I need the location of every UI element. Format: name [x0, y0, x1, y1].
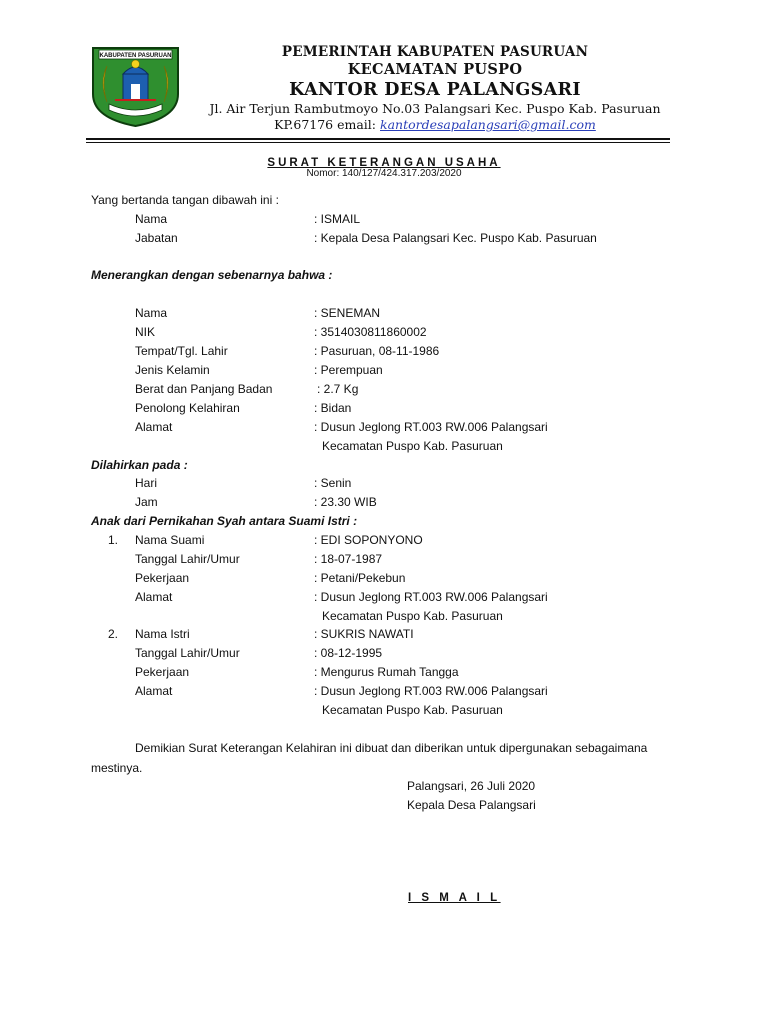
email-link[interactable]: kantordesapalangsari@gmail.com [380, 117, 596, 132]
postal-code: KP.67176 email: [274, 117, 377, 132]
husband-number: 1. [108, 533, 119, 547]
husband-address-value-1: : Dusun Jeglong RT.003 RW.006 Palangsari [314, 590, 548, 604]
subject-name-value: : SENEMAN [314, 306, 381, 320]
wife-name-value: : SUKRIS NAWATI [314, 627, 414, 641]
birth-day-value: : Senin [314, 476, 352, 490]
signatory-intro: Yang bertanda tangan dibawah ini : [91, 193, 279, 207]
subject-gender-value: : Perempuan [314, 363, 383, 377]
subject-nik-value: : 3514030811860002 [314, 325, 427, 339]
statement-heading: Menerangkan dengan sebenarnya bahwa : [91, 268, 333, 282]
birth-day-label: Hari [135, 476, 158, 490]
subject-helper-value: : Bidan [314, 401, 352, 415]
subject-address-label: Alamat [135, 420, 173, 434]
wife-name-label: Nama Istri [135, 627, 190, 641]
logo-banner-text: KABUPATEN PASURUAN [99, 53, 172, 59]
signature-title: Kepala Desa Palangsari [407, 798, 536, 812]
signatory-position-label: Jabatan [135, 231, 178, 245]
birth-time-label: Jam [135, 495, 158, 509]
document-number: Nomor: 140/127/424.317.203/2020 [306, 168, 462, 179]
husband-job-label: Pekerjaan [135, 571, 190, 585]
wife-address-label: Alamat [135, 684, 173, 698]
letterhead-divider-thick [86, 138, 670, 140]
signatory-name-label: Nama [135, 212, 168, 226]
subject-weight-label: Berat dan Panjang Badan [135, 382, 273, 396]
postal-email-line [200, 117, 670, 132]
husband-birth-label: Tanggal Lahir/Umur [135, 552, 240, 566]
husband-name-label: Nama Suami [135, 533, 205, 547]
letterhead [200, 44, 670, 132]
regency-emblem-logo [89, 42, 182, 128]
subject-birth-label: Tempat/Tgl. Lahir [135, 344, 228, 358]
parents-heading: Anak dari Pernikahan Syah antara Suami Istri : [91, 514, 358, 528]
subject-gender-label: Jenis Kelamin [135, 363, 210, 377]
husband-address-value-2: Kecamatan Puspo Kab. Pasuruan [322, 609, 503, 623]
wife-birth-label: Tanggal Lahir/Umur [135, 646, 240, 660]
husband-name-value: : EDI SOPONYONO [314, 533, 423, 547]
signatory-position-value: : Kepala Desa Palangsari Kec. Puspo Kab. Pasuruan [314, 231, 597, 245]
wife-birth-value: : 08-12-1995 [314, 646, 383, 660]
signature-name: I S M A I L [408, 892, 501, 904]
wife-job-label: Pekerjaan [135, 665, 190, 679]
subject-nik-label: NIK [135, 325, 156, 339]
signature-place-date: Palangsari, 26 Juli 2020 [407, 779, 536, 793]
subject-address-value-1: : Dusun Jeglong RT.003 RW.006 Palangsari [314, 420, 548, 434]
office-name: KANTOR DESA PALANGSARI [289, 80, 581, 100]
subject-address-value-2: Kecamatan Puspo Kab. Pasuruan [322, 439, 503, 453]
birth-time-value: : 23.30 WIB [314, 495, 377, 509]
government-name: PEMERINTAH KABUPATEN PASURUAN [281, 44, 589, 60]
subject-birth-value: : Pasuruan, 08-11-1986 [314, 344, 440, 358]
husband-job-value: : Petani/Pekebun [314, 571, 406, 585]
district-name: KECAMATAN PUSPO [347, 61, 523, 78]
office-address: Jl. Air Terjun Rambutmoyo No.03 Palangsari Kec. Puspo Kab. Pasuruan [209, 101, 661, 116]
closing-line-2: mestinya. [91, 761, 143, 775]
wife-number: 2. [108, 627, 119, 641]
husband-birth-value: : 18-07-1987 [314, 552, 383, 566]
subject-name-label: Nama [135, 306, 168, 320]
wife-address-value-2: Kecamatan Puspo Kab. Pasuruan [322, 703, 503, 717]
document-title: SURAT KETERANGAN USAHA [267, 157, 501, 169]
wife-job-value: : Mengurus Rumah Tangga [314, 665, 459, 679]
wife-address-value-1: : Dusun Jeglong RT.003 RW.006 Palangsari [314, 684, 548, 698]
signatory-name-value: : ISMAIL [314, 212, 361, 226]
subject-helper-label: Penolong Kelahiran [135, 401, 240, 415]
letterhead-divider-thin [86, 142, 670, 143]
birth-heading: Dilahirkan pada : [91, 458, 188, 472]
closing-line-1: Demikian Surat Keterangan Kelahiran ini dibuat dan diberikan untuk dipergunakan sebagaimana [135, 741, 648, 755]
subject-weight-value: : 2.7 Kg [317, 382, 359, 396]
husband-address-label: Alamat [135, 590, 173, 604]
